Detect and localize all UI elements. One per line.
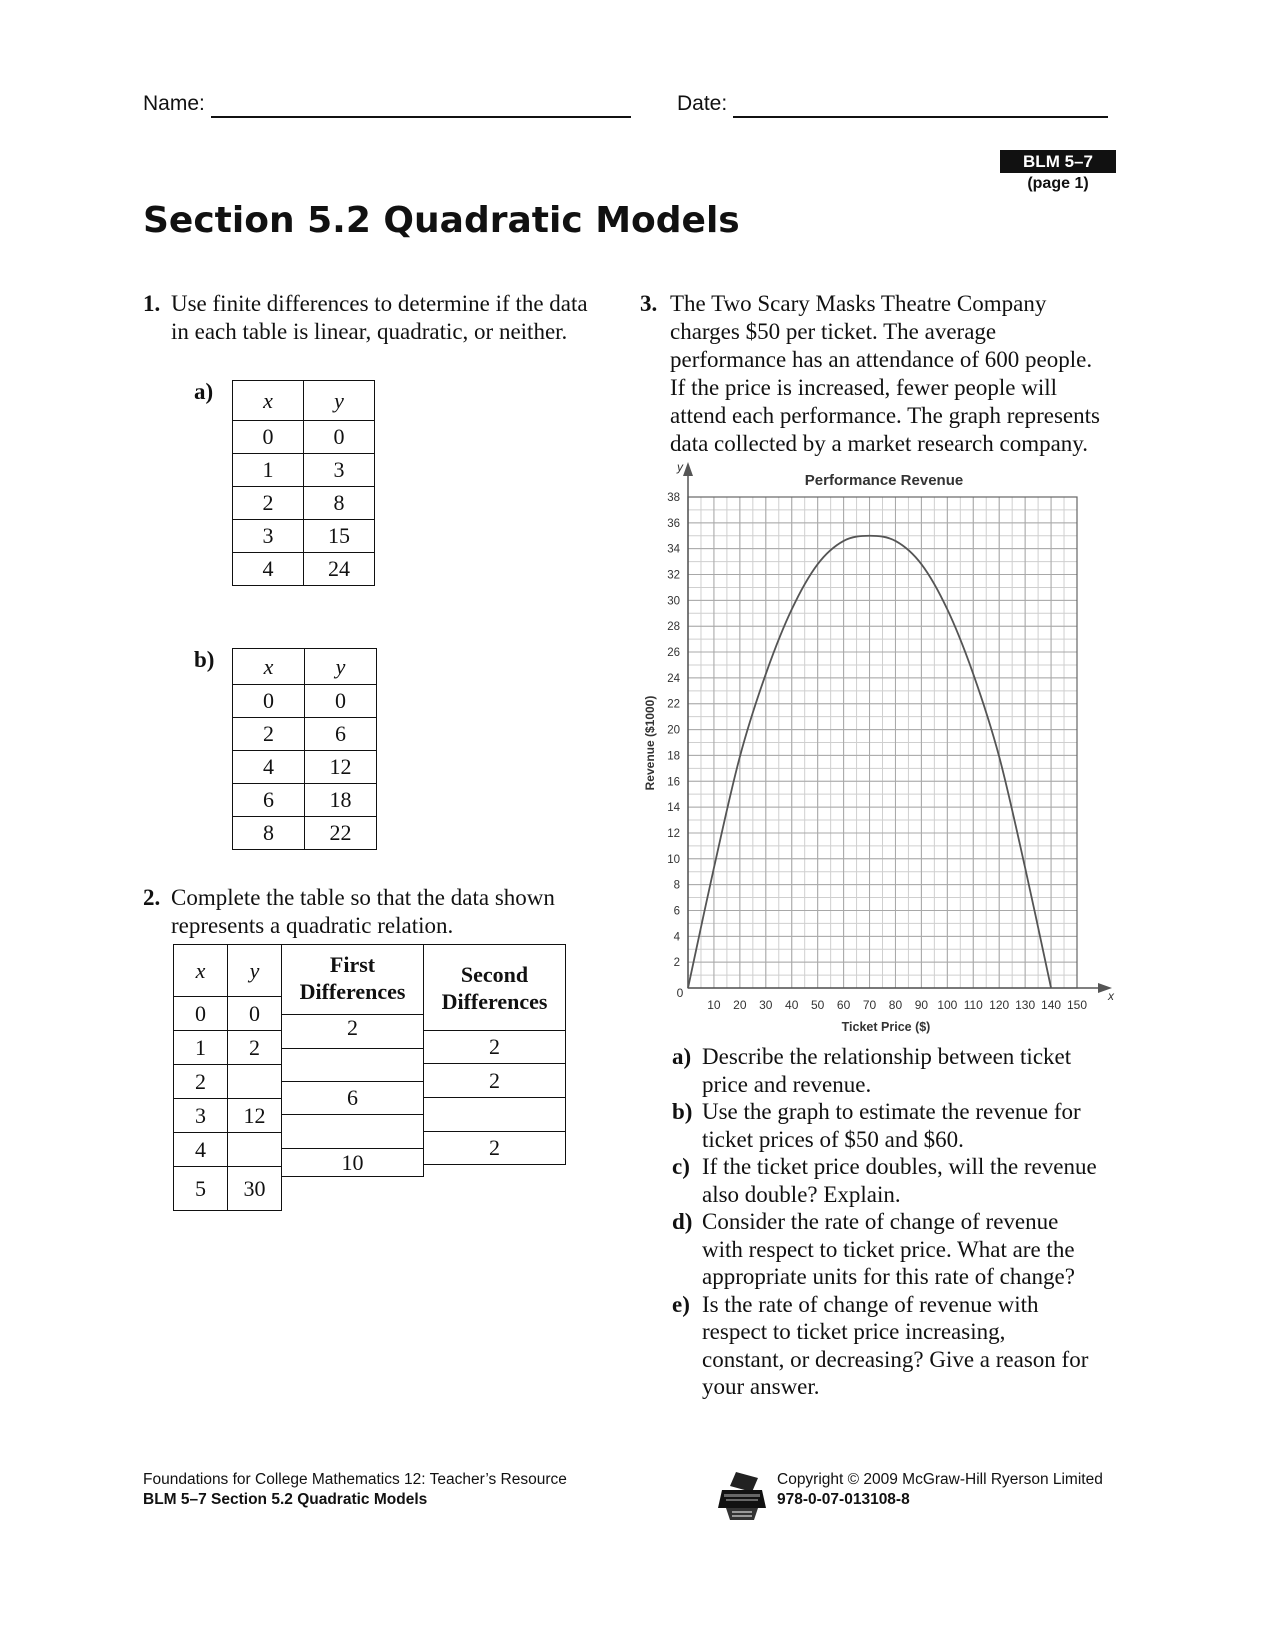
x-tick-label: 70 xyxy=(862,998,877,1012)
y-axis-letter: y xyxy=(677,460,683,474)
footer-blm-title: BLM 5–7 Section 5.2 Quadratic Models xyxy=(143,1491,428,1508)
table-cell: 1 xyxy=(173,1030,228,1065)
table-cell: 5 xyxy=(173,1166,228,1211)
y-tick-label: 24 xyxy=(667,672,680,685)
y-tick-label: 8 xyxy=(673,879,680,892)
question-number: 2. xyxy=(143,885,161,910)
date-label: Date: xyxy=(677,92,728,115)
question-number: 3. xyxy=(640,291,658,316)
footer-isbn: 978-0-07-013108-8 xyxy=(777,1491,910,1508)
subpart-line: also double? Explain. xyxy=(702,1181,901,1207)
printer-icon xyxy=(714,1468,770,1524)
x-tick-label: 150 xyxy=(1066,998,1088,1012)
column-header: y xyxy=(304,381,375,421)
y-tick-label: 14 xyxy=(667,802,680,815)
table-cell: 12 xyxy=(305,751,377,784)
page-title: Section 5.2 Quadratic Models xyxy=(143,200,740,241)
table-cell: 2 xyxy=(173,1064,228,1099)
subpart-line: your answer. xyxy=(702,1374,820,1399)
first-difference-cell: 6 xyxy=(281,1081,424,1115)
y-tick-label: 34 xyxy=(667,543,680,556)
question-text-line: If the price is increased, fewer people will xyxy=(670,375,1057,400)
subpart-letter: a) xyxy=(672,1044,692,1069)
subpart-letter: d) xyxy=(672,1209,693,1234)
subpart-line: Use the graph to estimate the revenue for xyxy=(702,1099,1081,1124)
question-text-line: in each table is linear, quadratic, or neither. xyxy=(171,319,568,344)
header-line: Differences xyxy=(441,988,548,1014)
table-cell: 0 xyxy=(305,685,377,718)
question-text-line: represents a quadratic relation. xyxy=(171,913,454,938)
subpart-line: price and revenue. xyxy=(702,1071,872,1097)
subpart-line: Consider the rate of change of revenue xyxy=(702,1209,1059,1234)
x-tick-label: 40 xyxy=(785,998,799,1012)
table-cell: 0 xyxy=(227,996,282,1031)
chart-ticks xyxy=(667,492,1087,1012)
y-tick-label: 28 xyxy=(667,621,680,634)
y-tick-label: 26 xyxy=(667,647,680,660)
x-tick-label: 90 xyxy=(914,998,929,1012)
page-indicator: (page 1) xyxy=(1027,175,1089,192)
subpart-d xyxy=(672,1208,1142,1291)
y-tick-label: 18 xyxy=(667,750,680,763)
subpart-line: with respect to ticket price. What are the xyxy=(702,1236,1075,1262)
y-tick-label: 2 xyxy=(673,957,680,970)
table-cell: 3 xyxy=(173,1098,228,1133)
footer-book-title: Foundations for College Mathematics 12: Teacher’s Resource xyxy=(143,1471,567,1488)
subpart-label: b) xyxy=(194,647,215,672)
subpart-line: ticket prices of $50 and $60. xyxy=(702,1126,964,1152)
table-cell: 0 xyxy=(233,685,305,718)
table-cell: 4 xyxy=(173,1132,228,1167)
y-tick-label: 6 xyxy=(673,905,680,918)
subpart-line: Is the rate of change of revenue with xyxy=(702,1291,1039,1317)
subpart-line: appropriate units for this rate of change? xyxy=(702,1264,1075,1289)
question-text-line: performance has an attendance of 600 people. xyxy=(670,347,1093,372)
x-tick-label: 120 xyxy=(989,998,1010,1012)
y-tick-label: 20 xyxy=(667,724,680,737)
table-cell: 30 xyxy=(227,1166,282,1211)
table-cell: 4 xyxy=(233,751,305,784)
y-tick-label: 38 xyxy=(667,492,680,504)
y-axis-arrow xyxy=(683,462,693,476)
y-tick-label: 4 xyxy=(673,931,680,944)
y-tick-label: 36 xyxy=(667,517,680,530)
y-tick-label: 32 xyxy=(667,569,680,582)
table-cell: 3 xyxy=(233,520,304,553)
column-header-y: y xyxy=(227,944,282,997)
blm-badge: BLM 5–7 xyxy=(1000,150,1116,173)
x-tick-label: 100 xyxy=(937,998,958,1012)
subpart-letter: c) xyxy=(672,1154,690,1179)
subpart-c xyxy=(672,1153,1142,1208)
first-difference-cell: 2 xyxy=(281,1014,424,1049)
table-cell: 0 xyxy=(173,996,228,1031)
question-number: 1. xyxy=(143,291,161,316)
question-text-line: data collected by a market research company. xyxy=(670,431,1089,456)
column-header: x xyxy=(233,649,305,685)
y-tick-label: 10 xyxy=(667,853,680,866)
y-axis-label: Revenue ($1000) xyxy=(643,695,657,791)
first-difference-cell: 10 xyxy=(281,1148,424,1177)
subpart-letter: e) xyxy=(672,1291,690,1317)
table-cell: 2 xyxy=(233,487,304,520)
column-header: x xyxy=(233,381,304,421)
chart-title: Performance Revenue xyxy=(804,472,964,489)
x-tick-label: 130 xyxy=(1015,998,1036,1012)
origin-label: 0 xyxy=(676,986,684,1000)
footer-copyright: Copyright © 2009 McGraw-Hill Ryerson Limited xyxy=(777,1471,1103,1488)
table-cell: 18 xyxy=(305,784,377,817)
subpart-line: If the ticket price doubles, will the revenue xyxy=(702,1154,1097,1179)
second-difference-cell: 2 xyxy=(423,1030,566,1064)
table-cell: 3 xyxy=(304,454,375,487)
table-cell: 1 xyxy=(233,454,304,487)
second-difference-cell: 2 xyxy=(423,1063,566,1098)
question-text-line: attend each performance. The graph represents xyxy=(670,403,1100,428)
question-text-line: charges $50 per ticket. The average xyxy=(670,319,997,344)
table-cell: 8 xyxy=(233,817,305,850)
column-header: y xyxy=(305,649,377,685)
y-tick-label: 16 xyxy=(667,776,680,789)
y-tick-label: 30 xyxy=(667,595,680,608)
table-cell: 6 xyxy=(305,718,377,751)
second-difference-cell: 2 xyxy=(423,1131,566,1165)
x-tick-label: 80 xyxy=(888,998,903,1012)
table-cell: 2 xyxy=(227,1030,282,1065)
table-cell: 6 xyxy=(233,784,305,817)
column-header-x: x xyxy=(173,944,228,997)
table-cell: 4 xyxy=(233,553,304,586)
footer-left xyxy=(143,1470,567,1510)
header-line: First xyxy=(329,952,376,977)
table-cell: 22 xyxy=(305,817,377,850)
x-tick-label: 10 xyxy=(707,998,721,1012)
table-cell: 8 xyxy=(304,487,375,520)
question-3-parts xyxy=(672,1043,1142,1401)
question-text-line: Complete the table so that the data shown xyxy=(171,885,555,910)
subpart-line: constant, or decreasing? Give a reason for xyxy=(702,1346,1089,1372)
x-tick-label: 140 xyxy=(1041,998,1062,1012)
x-tick-label: 30 xyxy=(759,998,773,1012)
table-cell: 24 xyxy=(304,553,375,586)
subpart-e xyxy=(672,1291,1142,1401)
x-tick-label: 110 xyxy=(963,998,983,1012)
subpart-line: respect to ticket price increasing, xyxy=(702,1319,1006,1344)
table-cell: 2 xyxy=(233,718,305,751)
x-tick-label: 60 xyxy=(836,998,851,1012)
table-cell: 15 xyxy=(304,520,375,553)
subpart-label: a) xyxy=(194,379,214,404)
y-tick-label: 12 xyxy=(667,827,680,840)
subpart-a xyxy=(672,1043,1142,1098)
y-tick-label: 22 xyxy=(667,698,680,711)
table-cell: 12 xyxy=(227,1098,282,1133)
header-line: Second xyxy=(460,961,529,987)
x-tick-label: 50 xyxy=(810,998,825,1012)
x-axis-letter: x xyxy=(1108,989,1114,1003)
subpart-line: Describe the relationship between ticket xyxy=(702,1044,1072,1069)
table-cell: 0 xyxy=(304,421,375,454)
question-text-line: The Two Scary Masks Theatre Company xyxy=(670,291,1047,316)
question-text-line: Use finite differences to determine if the data xyxy=(171,291,588,316)
table-cell: 0 xyxy=(233,421,304,454)
subpart-letter: b) xyxy=(672,1099,693,1124)
header-line: Differences xyxy=(299,979,406,1004)
x-axis-label: Ticket Price ($) xyxy=(841,1020,931,1034)
footer-right xyxy=(777,1470,1103,1510)
x-tick-label: 20 xyxy=(733,998,747,1012)
subpart-b xyxy=(672,1098,1142,1153)
name-label: Name: xyxy=(143,92,205,115)
